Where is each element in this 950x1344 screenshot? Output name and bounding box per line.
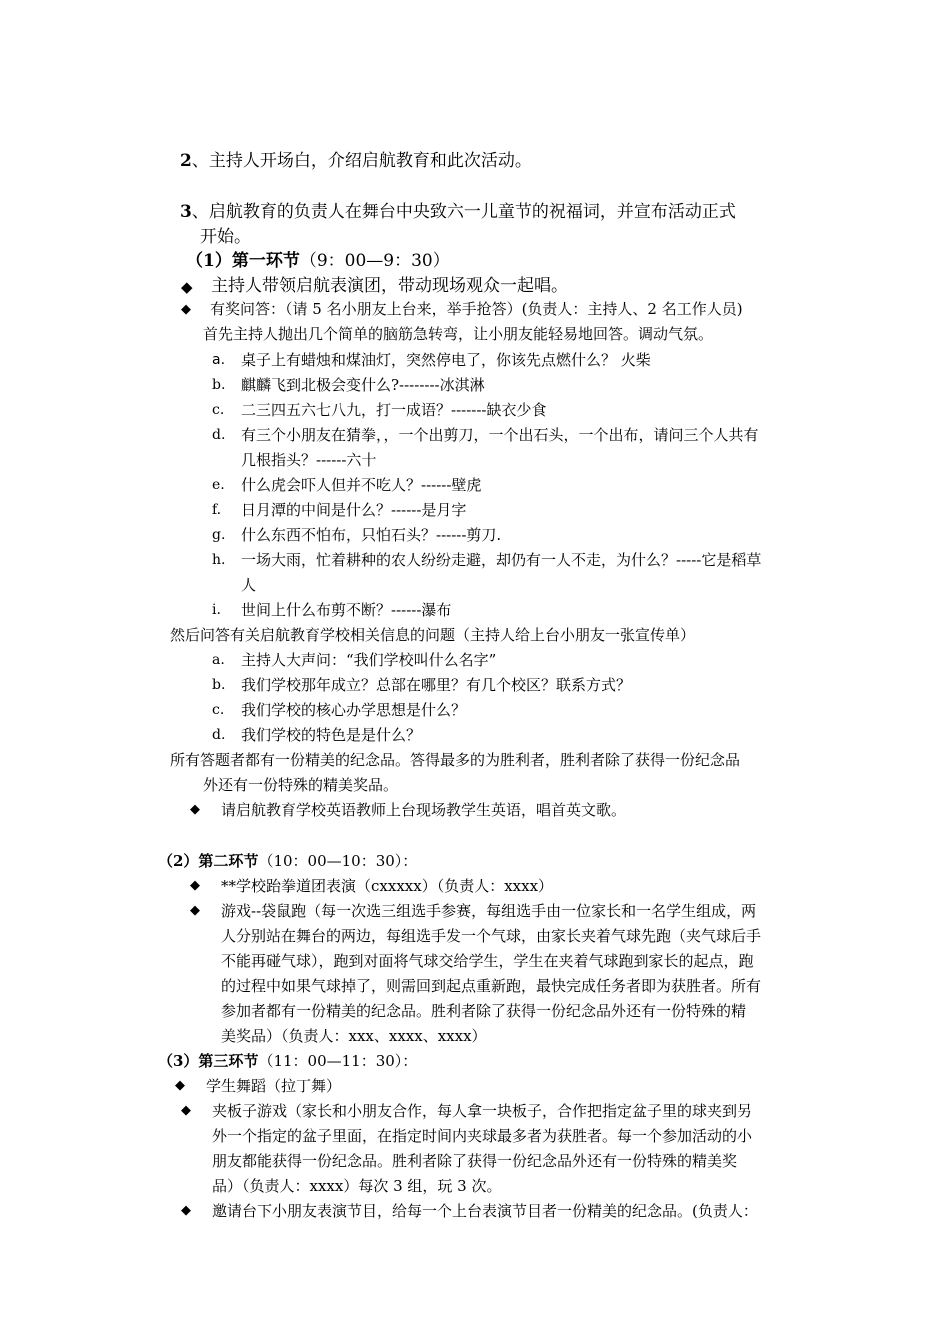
quiz-item: 什么东西不怕布，只怕石头？------剪刀. xyxy=(241,526,502,544)
section-2-bullet-2-cont: 美奖品）（负责人：xxx、xxxx、xxxx） xyxy=(221,1027,487,1045)
diamond-bullet-icon: ◆ xyxy=(181,1203,191,1218)
section-title: （3）第三环节 xyxy=(158,1052,259,1070)
school-question: 我们学校的核心办学思想是什么？ xyxy=(241,701,467,719)
diamond-bullet-icon: ◆ xyxy=(181,278,193,296)
quiz-item: 一场大雨，忙着耕种的农人纷纷走避，却仍有一人不走，为什么？-----它是稻草 xyxy=(241,551,762,569)
section-3-bullet-2-cont: 品）（负责人：xxxx）每次 3 组，玩 3 次。 xyxy=(212,1177,502,1195)
section-title: （2）第二环节 xyxy=(158,852,259,870)
section-2-bullet-2: 游戏--袋鼠跑（每一次选三组选手参赛，每组选手由一位家长和一名学生组成，两 xyxy=(221,902,757,920)
list-label: g. xyxy=(212,527,226,543)
item-number: 2 xyxy=(180,151,192,171)
section-3-bullet-3: 邀请台下小朋友表演节目，给每一个上台表演节目者一份精美的纪念品。(负责人： xyxy=(212,1202,758,1220)
list-label: b. xyxy=(212,377,226,393)
diamond-bullet-icon: ◆ xyxy=(175,1078,185,1093)
prize-note-cont: 外还有一份特殊的精美奖品。 xyxy=(203,776,399,794)
quiz-item-cont: 几根指头？------六十 xyxy=(241,451,377,469)
list-label: c. xyxy=(212,402,225,418)
paragraph-3-cont: 开始。 xyxy=(200,227,251,247)
section-title: （1）第一环节 xyxy=(186,251,300,271)
quiz-item: 桌子上有蜡烛和煤油灯，突然停电了，你该先点燃什么？ 火柴 xyxy=(241,351,651,369)
paragraph-text: 、主持人开场白，介绍启航教育和此次活动。 xyxy=(191,151,532,171)
section-1-heading xyxy=(186,249,450,273)
section-2-bullet-2-cont: 人分别站在舞台的两边，每组选手发一个气球，由家长夹着气球先跑（夹气球后手 xyxy=(221,927,762,945)
list-label: a. xyxy=(212,352,226,368)
list-label: h. xyxy=(212,552,226,568)
quiz-item: 麒麟飞到北极会变什么?--------冰淇淋 xyxy=(241,376,485,394)
section-3-heading xyxy=(158,1051,417,1071)
section-2-bullet-2-cont: 参加者都有一份精美的纪念品。胜利者除了获得一份纪念品外还有一份特殊的精 xyxy=(221,1002,747,1020)
diamond-bullet-icon: ◆ xyxy=(190,878,200,893)
list-label: e. xyxy=(212,477,225,493)
diamond-bullet-icon: ◆ xyxy=(181,1103,191,1118)
section-1-bullet-3: 请启航教育学校英语教师上台现场教学生英语，唱首英文歌。 xyxy=(221,801,627,819)
section-3-bullet-2-cont: 朋友都能获得一份纪念品。胜利者除了获得一份纪念品外还有一份特殊的精美奖 xyxy=(212,1152,738,1170)
section-3-bullet-2-cont: 外一个指定的盆子里面，在指定时间内夹球最多者为获胜者。每一个参加活动的小 xyxy=(212,1127,753,1145)
section-1-bullet-1: 主持人带领启航表演团，带动现场观众一起唱。 xyxy=(211,276,568,296)
list-label: f. xyxy=(212,502,222,518)
school-questions-intro: 然后问答有关启航教育学校相关信息的问题（主持人给上台小朋友一张宣传单） xyxy=(170,626,696,644)
quiz-item: 什么虎会吓人但并不吃人？------壁虎 xyxy=(241,476,482,494)
section-time: （9：00—9：30） xyxy=(299,251,450,271)
section-time: （11：00—11：30）： xyxy=(258,1052,418,1070)
diamond-bullet-icon: ◆ xyxy=(181,302,191,317)
school-question: 主持人大声问：“我们学校叫什么名字” xyxy=(241,651,497,669)
school-question: 我们学校的特色是是什么？ xyxy=(241,726,422,744)
list-label: c. xyxy=(212,702,225,718)
list-label: d. xyxy=(212,727,226,743)
list-label: i. xyxy=(212,602,221,618)
section-2-bullet-2-cont: 不能再碰气球），跑到对面将气球交给学生，学生在夹着气球跑到家长的起点，跑 xyxy=(221,952,754,970)
quiz-item-cont: 人 xyxy=(241,576,257,594)
section-2-heading xyxy=(158,851,417,871)
list-label: b. xyxy=(212,677,226,693)
quiz-item: 世间上什么布剪不断？------瀑布 xyxy=(241,601,452,619)
prize-note: 所有答题者都有一份精美的纪念品。答得最多的为胜利者，胜利者除了获得一份纪念品 xyxy=(170,751,741,769)
section-2-bullet-1: **学校跆拳道团表演（cxxxxx）（负责人：xxxx） xyxy=(221,877,554,895)
school-question: 我们学校那年成立？总部在哪里？有几个校区？联系方式？ xyxy=(241,676,632,694)
section-1-bullet-2: 有奖问答：（请 5 名小朋友上台来，举手抢答）(负责人：主持人、2 名工作人员) xyxy=(210,300,743,318)
quiz-item: 有三个小朋友在猜拳，，一个出剪刀，一个出石头，一个出布，请问三个人共有 xyxy=(241,426,759,444)
item-number: 3 xyxy=(180,202,192,222)
paragraph-3 xyxy=(180,200,736,224)
list-label: a. xyxy=(212,652,225,668)
section-1-bullet-2-cont: 首先主持人抛出几个简单的脑筋急转弯，让小朋友能轻易地回答。调动气氛。 xyxy=(203,325,714,343)
paragraph-text: 、启航教育的负责人在舞台中央致六一儿童节的祝福词，并宣布活动正式 xyxy=(191,202,736,222)
diamond-bullet-icon: ◆ xyxy=(190,903,200,918)
section-time: （10：00—10：30）： xyxy=(258,852,418,870)
list-label: d. xyxy=(212,427,226,443)
section-3-bullet-2: 夹板子游戏（家长和小朋友合作，每人拿一块板子，合作把指定盆子里的球夹到另 xyxy=(212,1102,753,1120)
quiz-item: 二三四五六七八九，打一成语？-------缺衣少食 xyxy=(241,401,547,419)
section-2-bullet-2-cont: 的过程中如果气球掉了，则需回到起点重新跑，最快完成任务者即为获胜者。所有 xyxy=(221,977,762,995)
section-3-bullet-1: 学生舞蹈（拉丁舞） xyxy=(206,1077,342,1095)
quiz-item: 日月潭的中间是什么？------是月字 xyxy=(241,501,467,519)
paragraph-2 xyxy=(180,149,532,173)
diamond-bullet-icon: ◆ xyxy=(190,802,200,817)
